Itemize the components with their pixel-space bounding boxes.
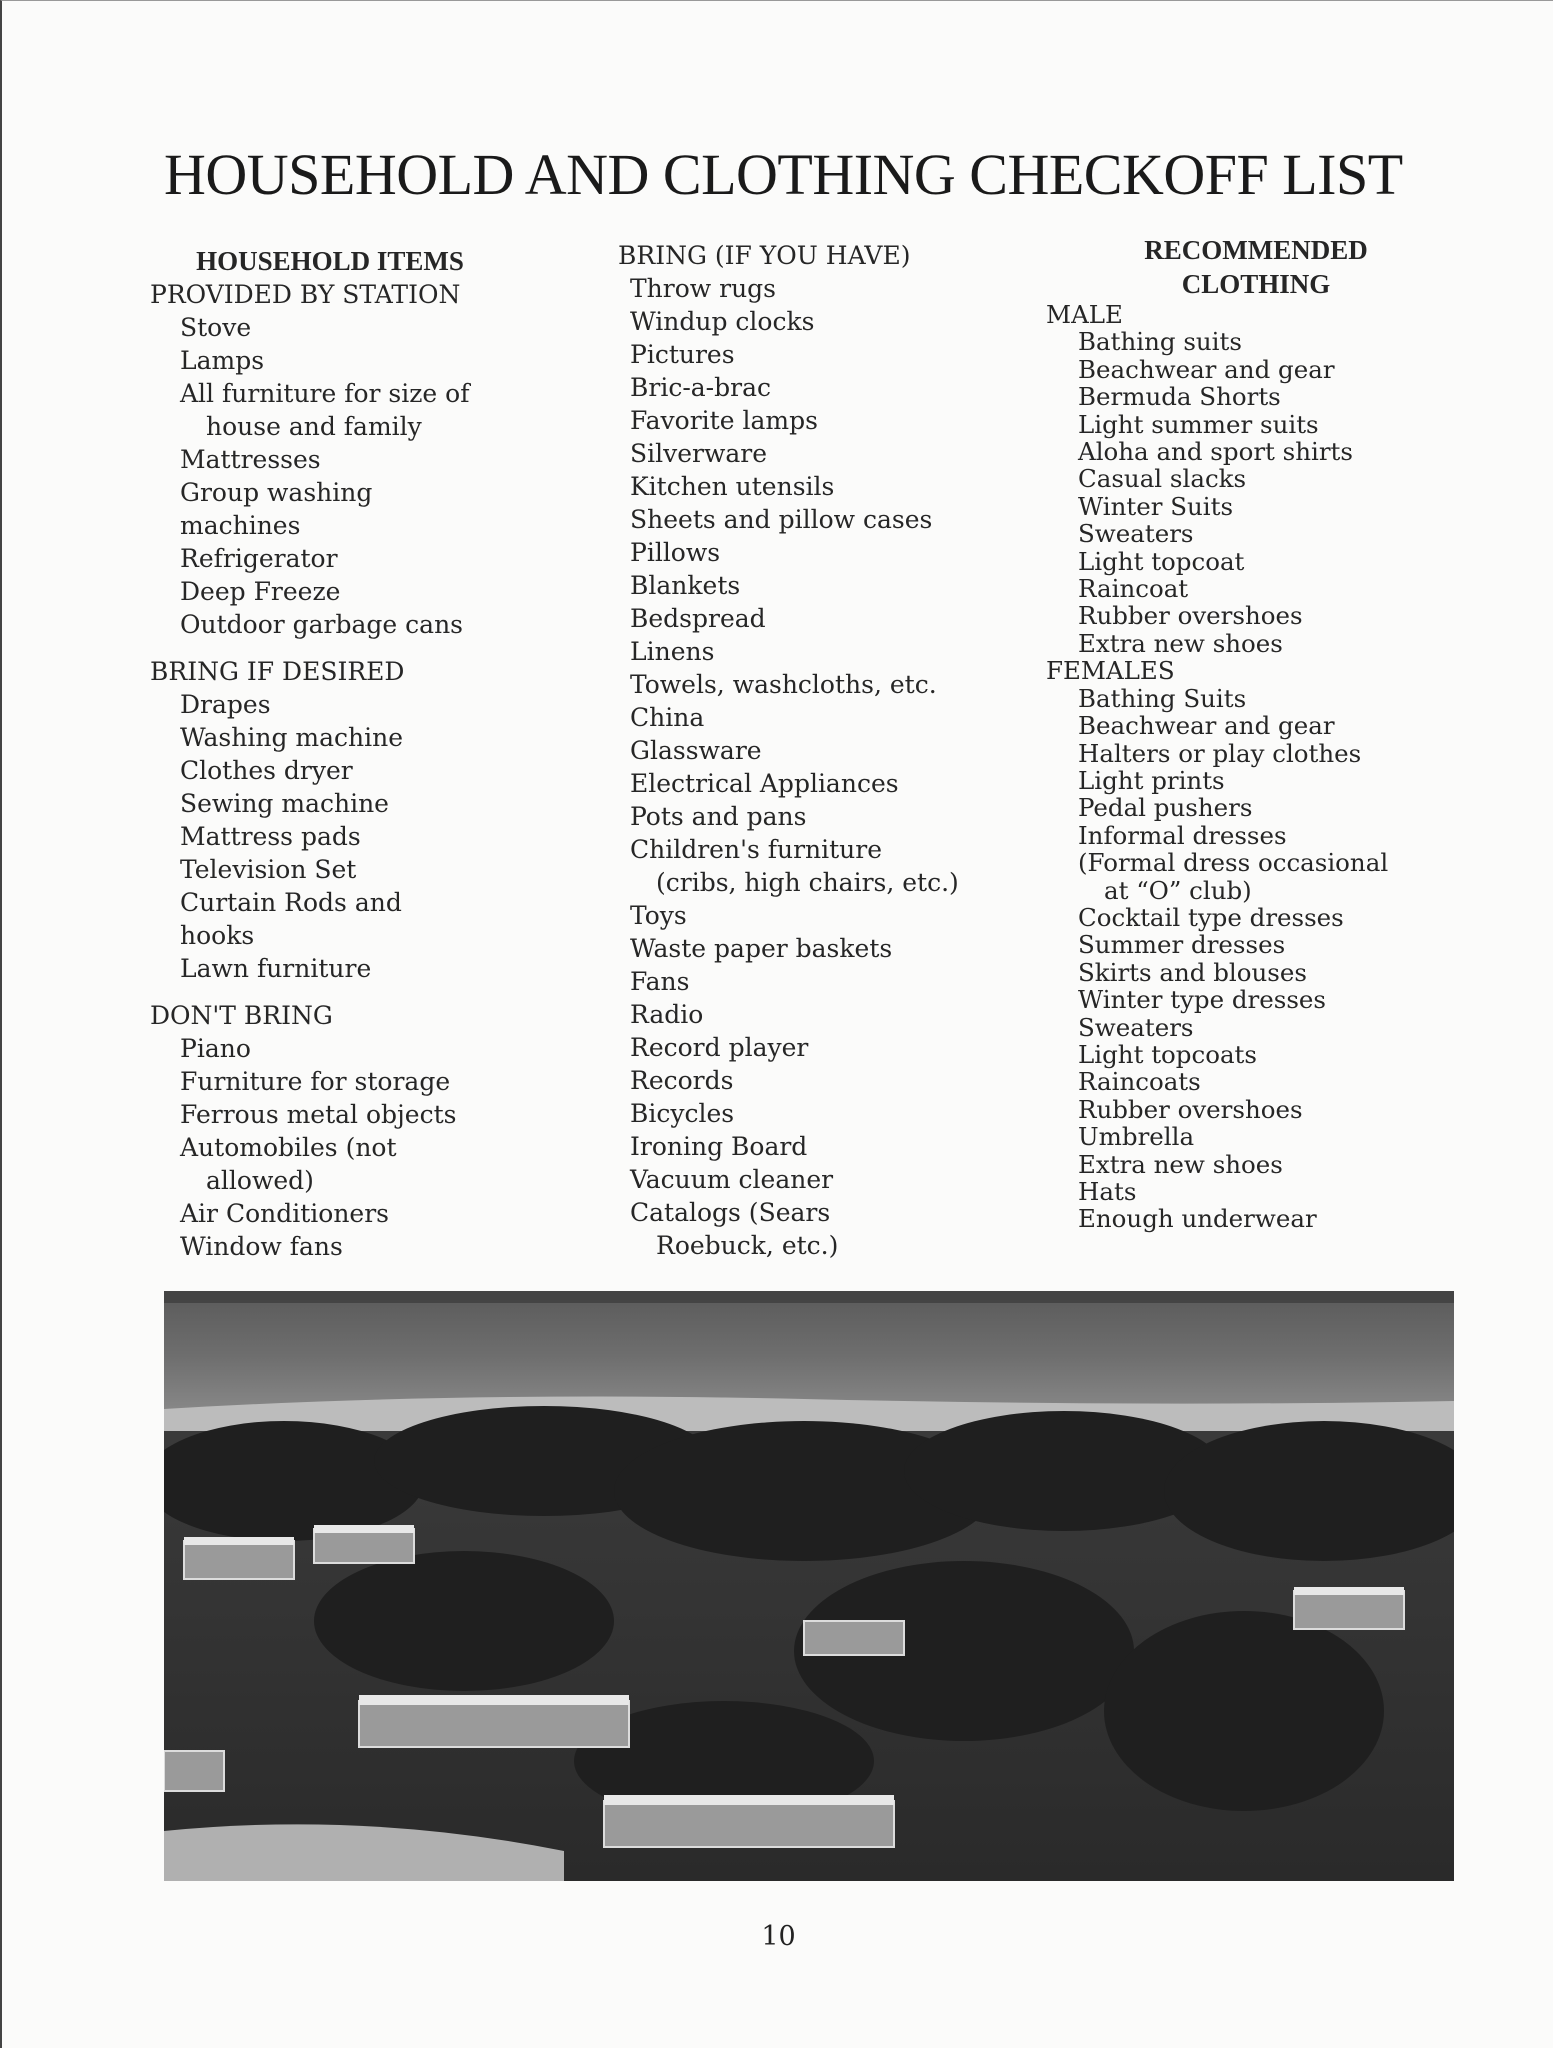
dont-bring-items-list [150,1032,550,1263]
list-item: Mattress pads [180,822,361,851]
list-item: Radio [630,1000,704,1029]
recommended-heading: RECOMMENDED [1144,235,1368,265]
list-item: Hats [1078,1177,1137,1206]
list-item: allowed) [206,1166,314,1195]
list-item: Umbrella [1078,1122,1195,1152]
list-item: Children's furniture [630,835,883,864]
list-item: Automobiles (not [180,1133,397,1162]
clothing-heading: CLOTHING [1181,269,1331,299]
list-item: Raincoat [1078,574,1189,604]
list-item: Sweaters [1078,519,1194,549]
list-item: Waste paper baskets [630,934,893,963]
list-item: Glassware [630,736,762,765]
list-item: Aloha and sport shirts [1078,437,1353,467]
female-clothing-list [1046,685,1466,1233]
list-item: hooks [180,921,255,950]
list-item: Refrigerator [180,544,338,573]
list-item: Winter type dresses [1078,985,1326,1015]
list-item: Record player [630,1033,809,1062]
list-item: Toys [630,901,687,930]
list-item: All furniture for size of [180,379,470,408]
list-item: Kitchen utensils [630,472,835,501]
bring-if-desired-heading: BRING IF DESIRED [150,657,405,686]
list-item: Bric-a-brac [630,373,771,402]
list-item: Towels, washcloths, etc. [630,670,937,699]
list-item: Extra new shoes [1078,1149,1283,1179]
list-item: Beachwear and gear [1078,354,1335,384]
list-item: Electrical Appliances [630,769,899,798]
list-item: Pots and pans [630,802,807,831]
list-item: Lamps [180,346,265,375]
list-item: Group washing [180,478,373,507]
list-item: Fans [630,967,690,996]
bring-if-you-have-column [618,239,1018,1262]
list-item: Television Set [180,855,357,884]
male-clothing-list [1046,328,1466,657]
list-item: Outdoor garbage cans [180,610,463,639]
list-item: Beachwear and gear [1078,711,1335,741]
clothing-column [1046,233,1466,1233]
list-item: Ironing Board [630,1132,808,1161]
bring-if-you-have-list [618,272,1018,1262]
list-item: Summer dresses [1078,930,1286,960]
list-item: Stove [180,313,252,342]
list-item: (cribs, high chairs, etc.) [656,868,959,897]
list-item: Light topcoat [1078,546,1245,576]
list-item: Bedspread [630,604,766,633]
page-number: 10 [761,1921,796,1952]
aerial-beach-housing-photo [164,1291,1454,1881]
list-item: Catalogs (Sears [630,1198,831,1227]
list-item: Casual slacks [1078,464,1247,494]
list-item: Bathing Suits [1078,683,1247,713]
list-item: Clothes dryer [180,756,353,785]
list-item: Roebuck, etc.) [656,1231,839,1260]
list-item: Mattresses [180,445,321,474]
list-item: Linens [630,637,715,666]
list-item: Pictures [630,340,735,369]
list-item: Deep Freeze [180,577,341,606]
bring-if-you-have-heading: BRING (IF YOU HAVE) [618,241,911,270]
list-item: Sweaters [1078,1012,1194,1042]
list-item: Bermuda Shorts [1078,382,1281,412]
list-item: (Formal dress occasional [1078,848,1389,878]
household-items-heading: HOUSEHOLD ITEMS [196,246,464,276]
list-item: Windup clocks [630,307,815,336]
list-item: Light topcoats [1078,1039,1257,1069]
list-item: Sewing machine [180,789,389,818]
list-item: Extra new shoes [1078,628,1283,658]
list-item: Rubber overshoes [1078,601,1303,631]
list-item: Air Conditioners [180,1199,389,1228]
household-column [150,245,550,1263]
list-item: Pedal pushers [1078,793,1253,823]
list-item: Records [630,1066,734,1095]
list-item: Informal dresses [1078,820,1287,850]
list-item: Winter Suits [1078,491,1234,521]
list-item: Pillows [630,538,721,567]
list-item: Rubber overshoes [1078,1094,1303,1124]
provided-by-station-heading: PROVIDED BY STATION [150,280,461,309]
provided-items-list [150,311,550,641]
list-item: Lawn furniture [180,954,372,983]
list-item: at “O” club) [1104,875,1252,905]
list-item: Window fans [180,1232,343,1261]
list-item: Bicycles [630,1099,735,1128]
desired-items-list [150,688,550,985]
list-item: Sheets and pillow cases [630,505,933,534]
list-item: Halters or play clothes [1078,738,1362,768]
page-title: HOUSEHOLD AND CLOTHING CHECKOFF LIST [164,142,1403,207]
list-item: Skirts and blouses [1078,957,1307,987]
females-heading: FEMALES [1046,656,1175,686]
list-item: Cocktail type dresses [1078,902,1344,932]
list-item: Silverware [630,439,768,468]
list-item: Furniture for storage [180,1067,451,1096]
list-item: Washing machine [180,723,404,752]
male-heading: MALE [1046,300,1123,329]
dont-bring-heading: DON'T BRING [150,1001,333,1030]
list-item: Light prints [1078,765,1225,795]
list-item: Throw rugs [630,274,777,303]
list-item: Drapes [180,690,271,719]
list-item: machines [180,511,301,540]
list-item: Ferrous metal objects [180,1100,457,1129]
list-item: Favorite lamps [630,406,818,435]
list-item: Raincoats [1078,1067,1201,1097]
list-item: Enough underwear [1078,1204,1317,1234]
list-item: Light summer suits [1078,409,1319,439]
list-item: house and family [206,412,422,441]
list-item: Bathing suits [1078,327,1242,357]
list-item: Curtain Rods and [180,888,402,917]
list-item: Blankets [630,571,741,600]
list-item: Piano [180,1034,251,1063]
list-item: Vacuum cleaner [630,1165,834,1194]
list-item: China [630,703,705,732]
